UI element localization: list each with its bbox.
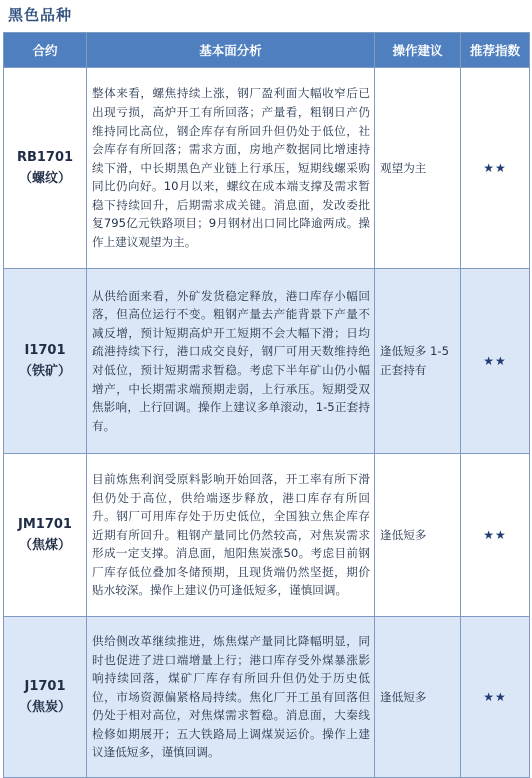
contract-name: （铁矿） (18, 364, 71, 379)
table-row-i1701 (4, 269, 530, 454)
header-advice: 操作建议 (375, 33, 461, 68)
section-title: 黑色品种 (8, 6, 73, 24)
contract-cell (4, 269, 87, 454)
contract-code: I1701 (24, 343, 66, 358)
contract-code: RB1701 (16, 150, 74, 165)
rating-stars-icon: ★★ (461, 68, 530, 269)
advice-cell: 观望为主 (375, 68, 461, 269)
rating-stars-icon: ★★ (461, 617, 530, 778)
contract-code: J1701 (24, 679, 66, 694)
advice-cell: 逢低短多 (375, 454, 461, 617)
analysis-cell: 供给侧改革继续推进，炼焦煤产量同比降幅明显，同时也促进了进口端增量上行；港口库存受外煤暴涨影响持续回落，煤矿厂库存有所回升但仍处于历史低位，市场资源偏紧格局持续。焦化厂开工虽有回落但仍处于相对高位，对焦煤需求暂稳。消息面，大秦线检修如期展开；五大铁路局上调煤炭运价。操作上建议逢低短多，谨慎回调。 (87, 617, 375, 778)
header-rating: 推荐指数 (461, 33, 530, 68)
table-header-row (4, 33, 530, 68)
analysis-cell: 整体来看，螺焦持续上涨，钢厂盈利面大幅收窄后已出现亏损，高炉开工有所回落；产量看，粗钢日产仍维持同比高位，钢企库存有所回升但仍处于低位，社会库存有所回落；需求方面，房地产数据同比增速持续下滑，中长期黑色产业链上行承压，短期线螺采购同比仍向好。10月以来，螺纹在成本端支撑及需求暂稳下持续回升，后期需求成关键。消息面，发改委批复795亿元铁路项目；9月钢材出口同比降逾两成。操作上建议观望为主。 (87, 68, 375, 269)
contract-cell (4, 617, 87, 778)
contract-cell (4, 68, 87, 269)
advice-cell: 逢低短多 1-5 正套持有 (375, 269, 461, 454)
black-commodities-table (3, 32, 530, 778)
analysis-cell: 目前炼焦利润受原料影响开始回落，开工率有所下滑但仍处于高位，供给端逐步释放，港口库存有所回升。钢厂可用库存处于历史低位，全国独立焦企库存近期有所回升。粗钢产量同比仍然较高，对焦炭需求形成一定支撑。消息面，旭阳焦炭涨50。考虑目前钢厂库存低位叠加冬储预期，且现货端仍然坚挺，期价贴水较深。操作上建议仍可逢低短多，谨慎回调。 (87, 454, 375, 617)
contract-cell (4, 454, 87, 617)
table-row-rb1701 (4, 68, 530, 269)
contract-name: （螺纹） (18, 171, 71, 186)
contract-name: （焦炭） (18, 700, 71, 715)
rating-stars-icon: ★★ (461, 454, 530, 617)
advice-cell: 逢低短多 (375, 617, 461, 778)
header-analysis: 基本面分析 (87, 33, 375, 68)
analysis-cell: 从供给面来看，外矿发货稳定释放，港口库存小幅回落，但高位运行不变。粗钢产量去产能背景下产量不减反增，预计短期高炉开工短期不会大幅下滑；日均疏港持续下行，港口成交良好，钢厂可用天数维持绝对低位，预计短期需求暂稳。考虑下半年矿山仍小幅增产，中长期需求端预期走弱，上行承压。短期受双焦影响，上行回调。操作上建议多单滚动，1-5正套持有。 (87, 269, 375, 454)
table-row-j1701 (4, 617, 530, 778)
contract-name: （焦煤） (18, 538, 71, 553)
table-row-jm1701 (4, 454, 530, 617)
header-contract: 合约 (4, 33, 87, 68)
rating-stars-icon: ★★ (461, 269, 530, 454)
contract-code: JM1701 (18, 517, 72, 532)
